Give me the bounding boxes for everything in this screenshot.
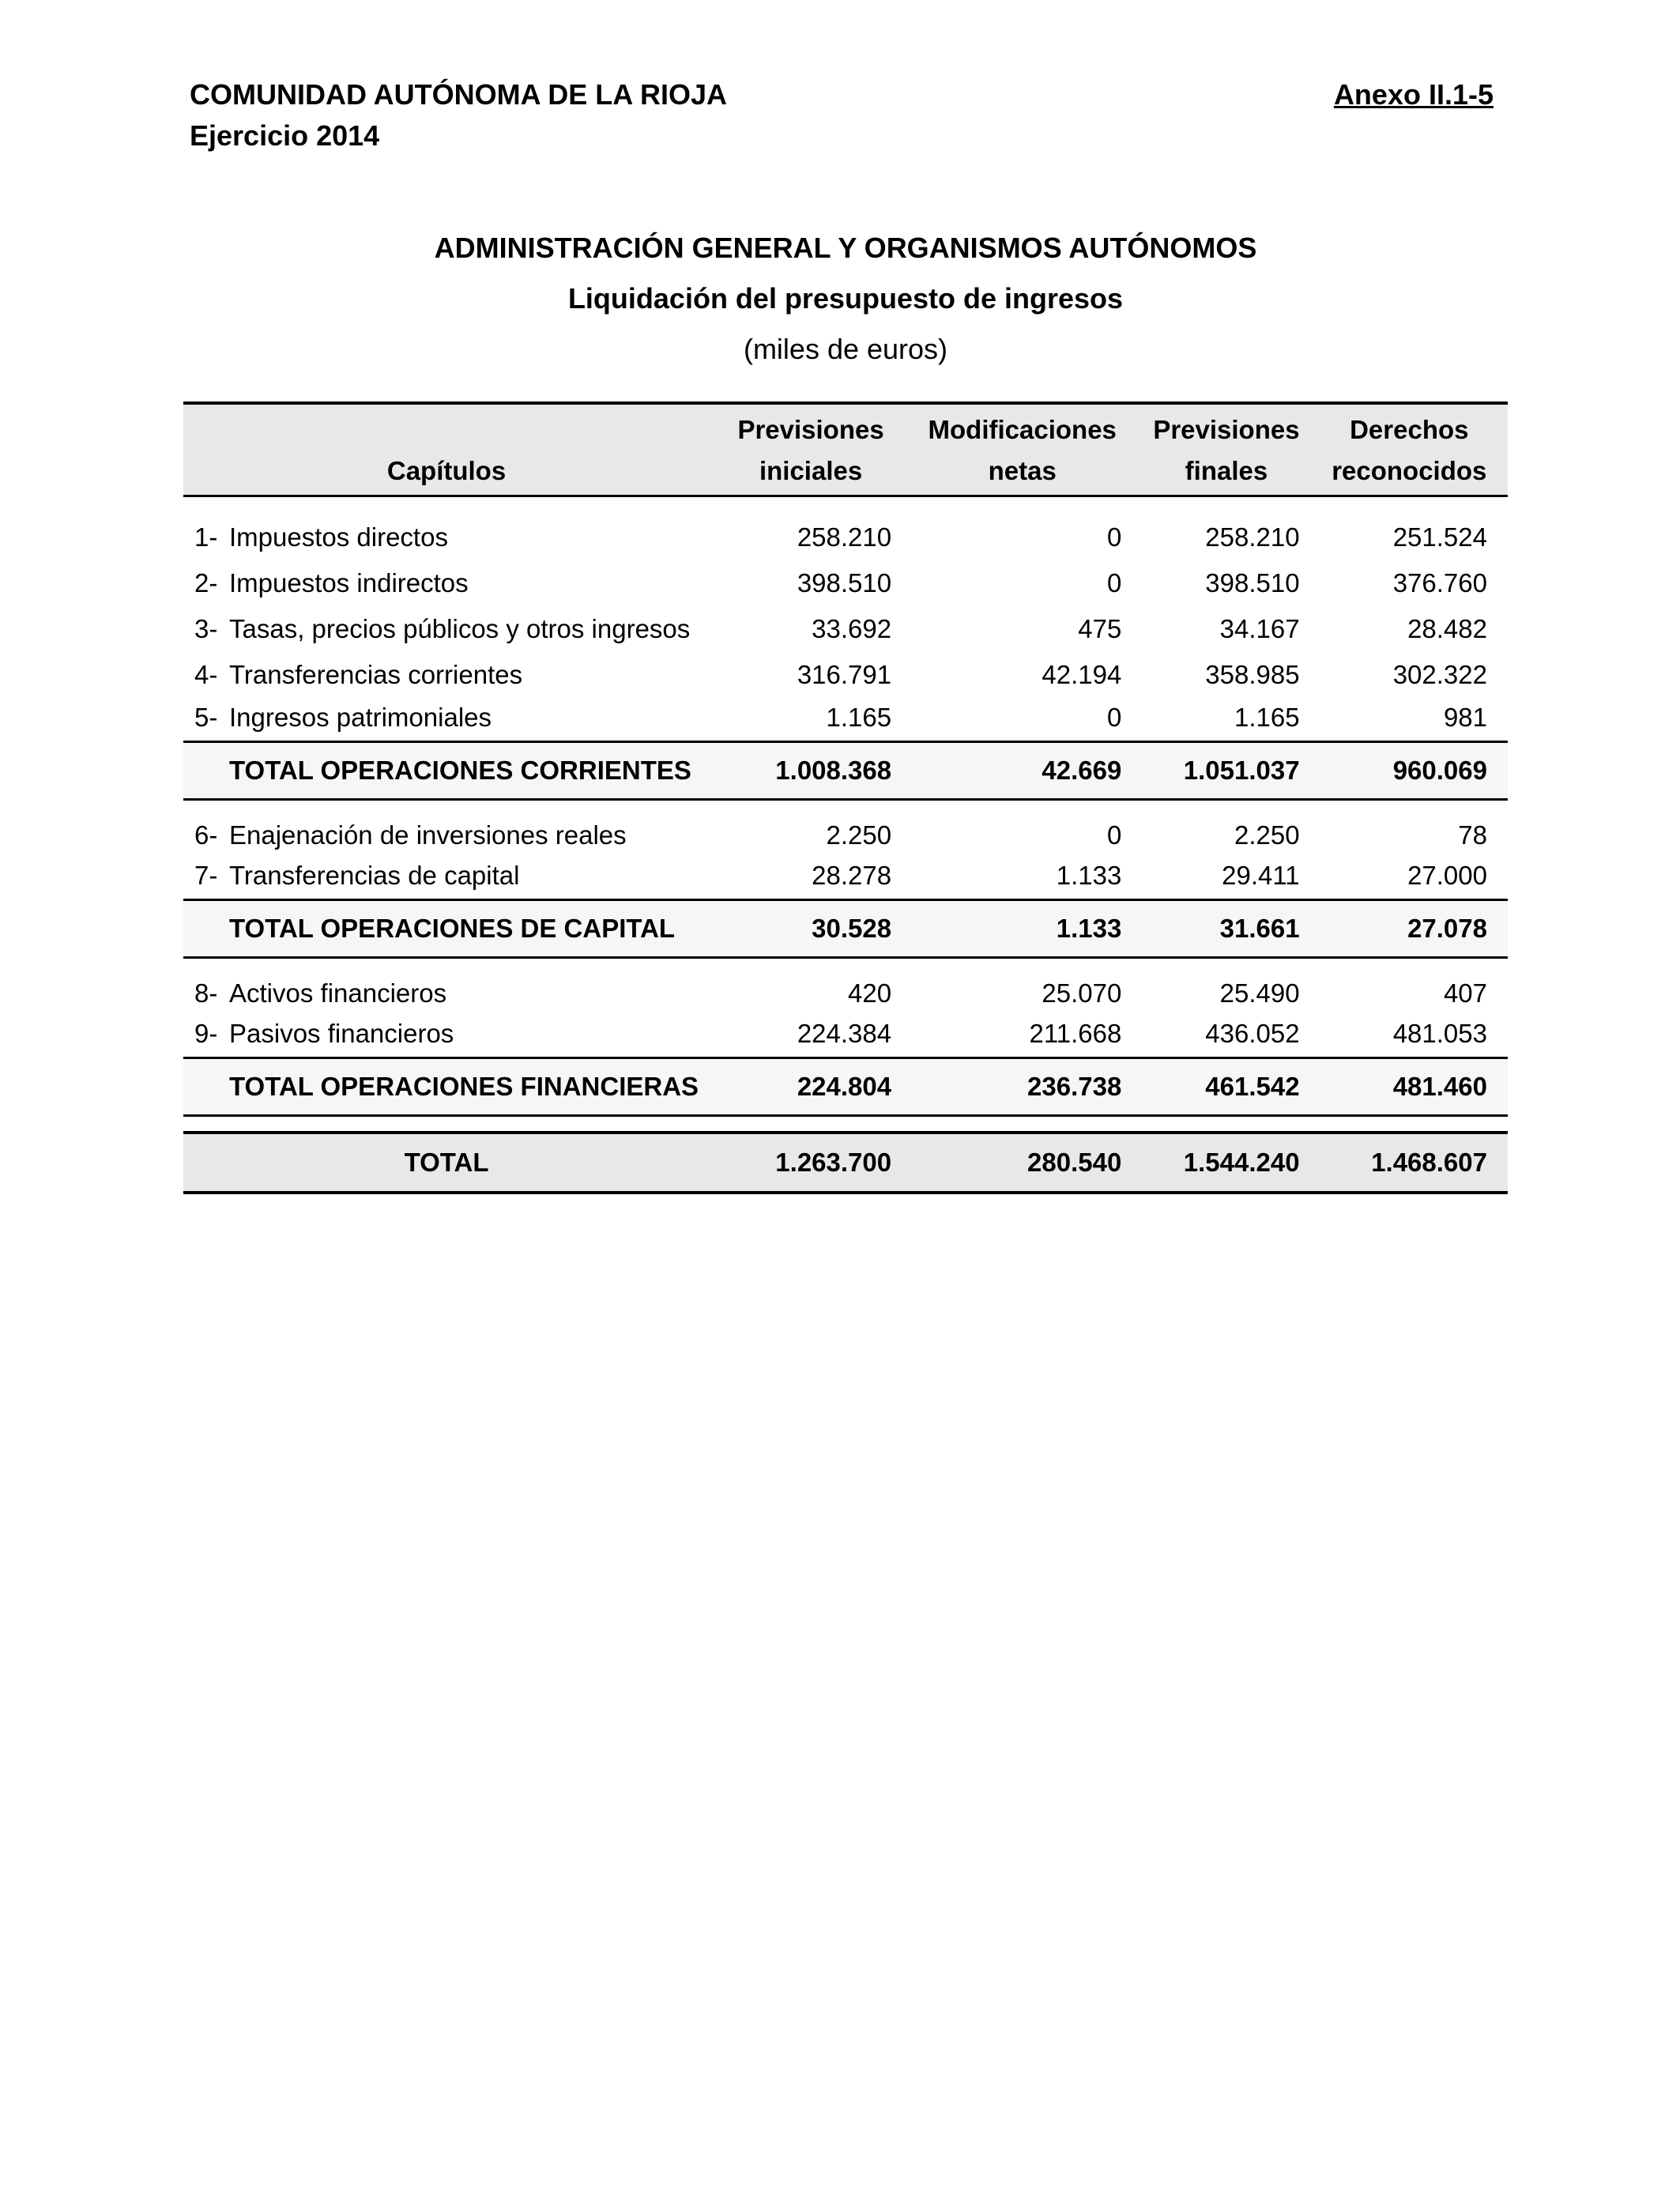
cell-previsiones-finales: 31.661 bbox=[1142, 900, 1320, 958]
table-header-row bbox=[183, 450, 1508, 496]
cell-previsiones-iniciales: 1.165 bbox=[826, 703, 892, 732]
cell-derechos: 407 bbox=[1443, 978, 1487, 1008]
cell-modificaciones: 1.133 bbox=[1056, 861, 1122, 890]
cell-derechos: 27.000 bbox=[1407, 861, 1487, 890]
row-label: 9- Pasivos financieros bbox=[194, 1019, 454, 1048]
cell-previsiones-finales: 358.985 bbox=[1205, 660, 1300, 689]
table-row bbox=[183, 973, 1508, 1014]
cell-derechos: 960.069 bbox=[1320, 742, 1508, 800]
cell-modificaciones: 236.738 bbox=[912, 1058, 1142, 1116]
cell-derechos: 981 bbox=[1443, 703, 1487, 732]
cell-modificaciones: 211.668 bbox=[1029, 1019, 1122, 1048]
header-previsiones-finales-bottom: finales bbox=[1142, 450, 1320, 496]
cell-modificaciones: 280.540 bbox=[912, 1133, 1142, 1193]
cell-modificaciones: 25.070 bbox=[1042, 978, 1122, 1008]
row-label: 6- Enajenación de inversiones reales bbox=[194, 820, 627, 850]
header-cell-empty bbox=[183, 403, 719, 450]
cell-previsiones-iniciales: 1.263.700 bbox=[719, 1133, 912, 1193]
cell-previsiones-iniciales: 224.384 bbox=[797, 1019, 892, 1048]
cell-derechos: 1.468.607 bbox=[1320, 1133, 1508, 1193]
cell-previsiones-finales: 258.210 bbox=[1205, 522, 1300, 552]
cell-derechos: 251.524 bbox=[1392, 522, 1487, 552]
units-note: (miles de euros) bbox=[743, 333, 948, 365]
cell-modificaciones: 0 bbox=[1106, 522, 1122, 552]
cell-previsiones-iniciales: 420 bbox=[848, 978, 892, 1008]
row-label: 4- Transferencias corrientes bbox=[194, 660, 523, 689]
row-label: 2- Impuestos indirectos bbox=[194, 568, 469, 598]
cell-previsiones-iniciales: 33.692 bbox=[812, 614, 892, 643]
cell-modificaciones: 0 bbox=[1106, 703, 1122, 732]
row-label: 7- Transferencias de capital bbox=[194, 861, 520, 890]
header-modificaciones-top: Modificaciones bbox=[912, 403, 1142, 450]
header-modificaciones-bottom: netas bbox=[912, 450, 1142, 496]
table-row bbox=[183, 560, 1508, 606]
subtotal-row-corrientes bbox=[183, 742, 1508, 800]
document-header bbox=[190, 74, 727, 156]
cell-previsiones-iniciales: 1.008.368 bbox=[719, 742, 912, 800]
subtotal-label: TOTAL OPERACIONES CORRIENTES bbox=[183, 742, 719, 800]
table-header-row bbox=[183, 403, 1508, 450]
cell-previsiones-finales: 398.510 bbox=[1205, 568, 1300, 598]
cell-previsiones-iniciales: 28.278 bbox=[812, 861, 892, 890]
subtotal-label: TOTAL OPERACIONES DE CAPITAL bbox=[183, 900, 719, 958]
header-capitulos: Capítulos bbox=[183, 450, 719, 496]
cell-derechos: 27.078 bbox=[1320, 900, 1508, 958]
cell-previsiones-iniciales: 30.528 bbox=[719, 900, 912, 958]
table-row bbox=[183, 652, 1508, 698]
cell-previsiones-iniciales: 398.510 bbox=[797, 568, 892, 598]
table-row bbox=[183, 1014, 1508, 1058]
title-block bbox=[183, 223, 1508, 375]
table-row bbox=[183, 856, 1508, 900]
cell-previsiones-finales: 1.165 bbox=[1234, 703, 1300, 732]
grand-total-row bbox=[183, 1133, 1508, 1193]
table-row bbox=[183, 815, 1508, 856]
header-derechos-bottom: reconocidos bbox=[1320, 450, 1508, 496]
cell-previsiones-finales: 2.250 bbox=[1234, 820, 1300, 850]
cell-previsiones-iniciales: 2.250 bbox=[826, 820, 892, 850]
organization-name: COMUNIDAD AUTÓNOMA DE LA RIOJA bbox=[190, 78, 727, 111]
annex-reference: Anexo II.1-5 bbox=[1333, 78, 1494, 111]
main-title: ADMINISTRACIÓN GENERAL Y ORGANISMOS AUTÓNOMOS bbox=[434, 232, 1257, 264]
cell-derechos: 28.482 bbox=[1407, 614, 1487, 643]
cell-previsiones-finales: 461.542 bbox=[1142, 1058, 1320, 1116]
header-previsiones-finales-top: Previsiones bbox=[1142, 403, 1320, 450]
subtotal-row-capital bbox=[183, 900, 1508, 958]
table-row bbox=[183, 698, 1508, 742]
table-row bbox=[183, 606, 1508, 652]
grand-total-label: TOTAL bbox=[183, 1133, 719, 1193]
cell-derechos: 481.053 bbox=[1392, 1019, 1487, 1048]
row-label: 8- Activos financieros bbox=[194, 978, 447, 1008]
cell-previsiones-finales: 1.544.240 bbox=[1142, 1133, 1320, 1193]
cell-previsiones-iniciales: 224.804 bbox=[719, 1058, 912, 1116]
cell-modificaciones: 0 bbox=[1106, 568, 1122, 598]
row-label: 1- Impuestos directos bbox=[194, 522, 448, 552]
subtotal-label: TOTAL OPERACIONES FINANCIERAS bbox=[183, 1058, 719, 1116]
spacer-row bbox=[183, 800, 1508, 816]
row-label: 5- Ingresos patrimoniales bbox=[194, 703, 492, 732]
cell-derechos: 78 bbox=[1458, 820, 1487, 850]
spacer-row bbox=[183, 1116, 1508, 1133]
cell-derechos: 376.760 bbox=[1392, 568, 1487, 598]
header-previsiones-iniciales-top: Previsiones bbox=[719, 403, 912, 450]
cell-previsiones-finales: 25.490 bbox=[1219, 978, 1300, 1008]
exercise-year: Ejercicio 2014 bbox=[190, 119, 380, 152]
cell-previsiones-iniciales: 316.791 bbox=[797, 660, 892, 689]
cell-modificaciones: 42.194 bbox=[1042, 660, 1122, 689]
cell-previsiones-iniciales: 258.210 bbox=[797, 522, 892, 552]
cell-modificaciones: 1.133 bbox=[912, 900, 1142, 958]
cell-modificaciones: 42.669 bbox=[912, 742, 1142, 800]
spacer-row bbox=[183, 958, 1508, 974]
cell-previsiones-finales: 29.411 bbox=[1222, 861, 1300, 890]
subtotal-row-financieras bbox=[183, 1058, 1508, 1116]
cell-modificaciones: 0 bbox=[1106, 820, 1122, 850]
cell-derechos: 302.322 bbox=[1392, 660, 1487, 689]
cell-previsiones-finales: 34.167 bbox=[1219, 614, 1300, 643]
subtitle: Liquidación del presupuesto de ingresos bbox=[567, 282, 1124, 315]
header-previsiones-iniciales-bottom: iniciales bbox=[719, 450, 912, 496]
table-row bbox=[183, 496, 1508, 561]
cell-modificaciones: 475 bbox=[1078, 614, 1122, 643]
cell-previsiones-finales: 436.052 bbox=[1205, 1019, 1300, 1048]
cell-previsiones-finales: 1.051.037 bbox=[1142, 742, 1320, 800]
header-derechos-top: Derechos bbox=[1320, 403, 1508, 450]
cell-derechos: 481.460 bbox=[1320, 1058, 1508, 1116]
budget-table bbox=[183, 401, 1508, 1194]
row-label: 3- Tasas, precios públicos y otros ingresos bbox=[194, 614, 691, 643]
